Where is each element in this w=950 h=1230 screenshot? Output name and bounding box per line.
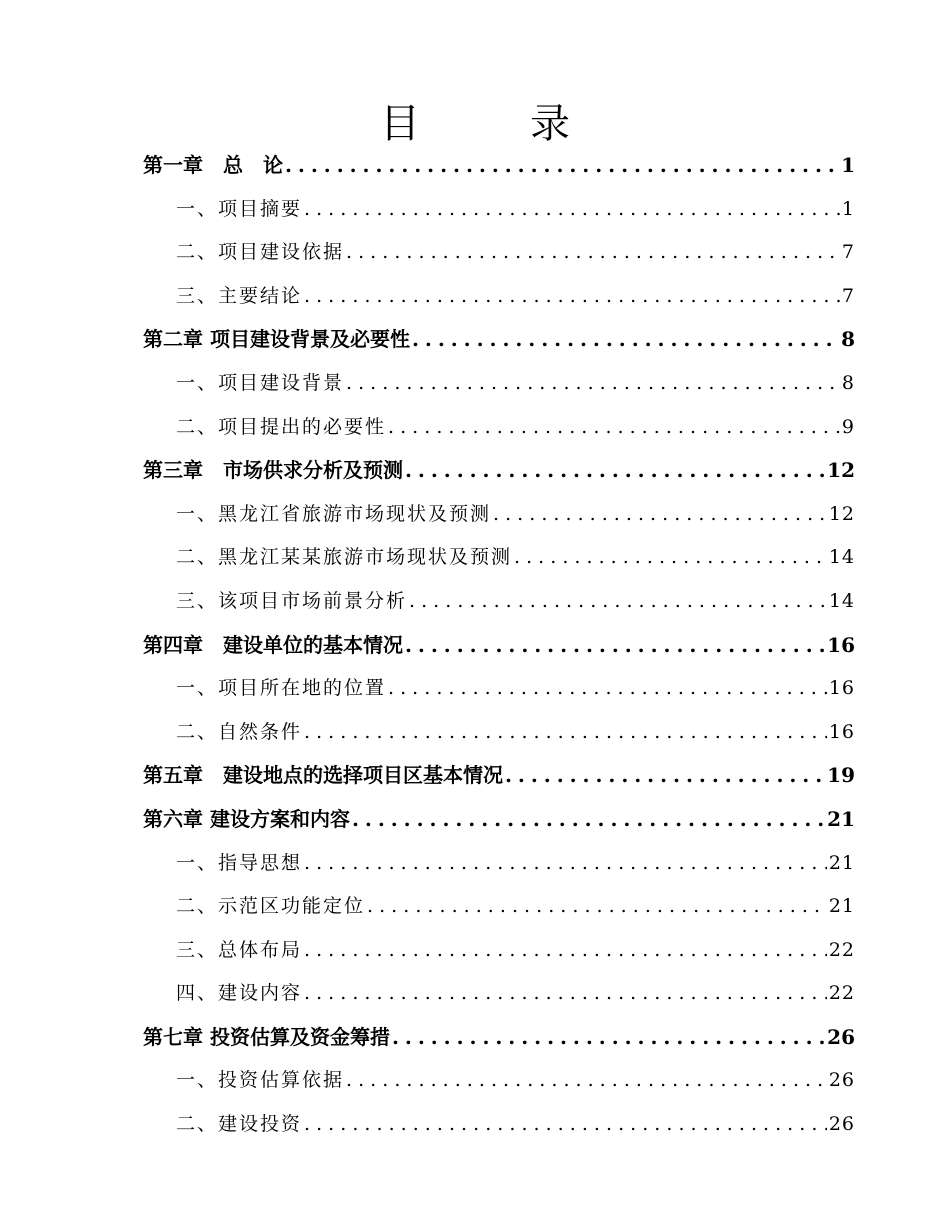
toc-chapter-entry[interactable] xyxy=(143,1016,855,1060)
title-char-1: 目 xyxy=(380,101,420,147)
dot-leader xyxy=(304,721,827,744)
toc-section-entry[interactable] xyxy=(143,1103,855,1147)
toc-section-entry[interactable] xyxy=(143,929,855,973)
toc-page-number: 8 xyxy=(841,327,855,352)
dot-leader xyxy=(367,895,827,918)
toc-entry-title: 第四章 建设单位的基本情况 xyxy=(143,632,403,657)
dot-leader xyxy=(388,416,840,439)
dot-leader xyxy=(409,590,827,613)
toc-entry-title: 三、主要结论 xyxy=(176,284,303,307)
toc-page-number: 21 xyxy=(828,851,855,874)
toc-chapter-entry[interactable] xyxy=(143,754,855,798)
toc-page-number: 9 xyxy=(841,415,855,438)
toc-chapter-entry[interactable] xyxy=(143,449,855,493)
dot-leader xyxy=(304,1113,827,1136)
toc-entry-title: 第七章 投资估算及资金筹措 xyxy=(143,1024,390,1049)
toc-page-number: 16 xyxy=(828,677,855,700)
toc-section-entry[interactable] xyxy=(143,275,855,319)
toc-page-number: 1 xyxy=(841,153,855,177)
toc-page-number: 14 xyxy=(828,546,855,569)
toc-page-number: 26 xyxy=(828,1113,855,1136)
toc-section-entry[interactable] xyxy=(143,842,855,886)
toc-page-number: 21 xyxy=(827,806,855,831)
toc-chapter-entry[interactable] xyxy=(143,798,855,842)
toc-entry-title: 二、建设投资 xyxy=(176,1113,303,1136)
dot-leader xyxy=(346,241,840,264)
toc-entry-title: 第二章 项目建设背景及必要性 xyxy=(143,327,410,352)
toc-entry-title: 四、建设内容 xyxy=(176,982,303,1005)
dot-leader xyxy=(304,285,840,308)
toc-entry-title: 二、示范区功能定位 xyxy=(176,895,366,918)
toc-entry-title: 第五章 建设地点的选择项目区基本情况 xyxy=(143,763,503,788)
dot-leader xyxy=(304,939,827,962)
dot-leader xyxy=(388,677,827,700)
dot-leader xyxy=(412,327,839,351)
toc-page-number: 7 xyxy=(841,284,855,307)
toc-entry-title: 一、黑龙江省旅游市场现状及预测 xyxy=(176,502,492,525)
page-title xyxy=(0,92,950,149)
dot-leader xyxy=(285,153,839,177)
dot-leader xyxy=(514,546,827,569)
toc-page-number: 1 xyxy=(841,197,855,220)
toc-page-number: 12 xyxy=(827,458,855,483)
toc-page-number: 14 xyxy=(828,589,855,612)
toc-entry-title: 二、自然条件 xyxy=(176,720,303,743)
toc-entry-title: 三、该项目市场前景分析 xyxy=(176,589,408,612)
toc-page-number: 16 xyxy=(828,720,855,743)
dot-leader xyxy=(405,633,825,657)
dot-leader xyxy=(505,763,825,787)
dot-leader xyxy=(346,372,840,395)
dot-leader xyxy=(493,503,827,526)
toc-entry-title: 二、项目建设依据 xyxy=(176,241,345,264)
toc-entry-title: 第三章 市场供求分析及预测 xyxy=(143,458,403,483)
toc-section-entry[interactable] xyxy=(143,362,855,406)
table-of-contents xyxy=(143,144,855,1147)
toc-entry-title: 第一章 总 论 xyxy=(143,153,283,177)
toc-entry-title: 二、项目提出的必要性 xyxy=(176,415,387,438)
dot-leader xyxy=(346,1069,827,1092)
toc-entry-title: 一、投资估算依据 xyxy=(176,1069,345,1092)
dot-leader xyxy=(304,198,840,221)
dot-leader xyxy=(405,458,825,482)
toc-section-entry[interactable] xyxy=(143,667,855,711)
toc-chapter-entry[interactable] xyxy=(143,318,855,362)
toc-entry-title: 二、黑龙江某某旅游市场现状及预测 xyxy=(176,546,513,569)
toc-page-number: 16 xyxy=(827,632,855,657)
toc-entry-title: 一、项目所在地的位置 xyxy=(176,677,387,700)
toc-section-entry[interactable] xyxy=(143,1059,855,1103)
toc-page-number: 26 xyxy=(827,1024,855,1049)
toc-page-number: 7 xyxy=(841,241,855,264)
toc-section-entry[interactable] xyxy=(143,972,855,1016)
toc-page-number: 19 xyxy=(827,763,855,788)
toc-entry-title: 一、项目建设背景 xyxy=(176,371,345,394)
toc-entry-title: 第六章 建设方案和内容 xyxy=(143,806,350,831)
toc-section-entry[interactable] xyxy=(143,885,855,929)
toc-page-number: 22 xyxy=(828,982,855,1005)
toc-section-entry[interactable] xyxy=(143,406,855,450)
toc-entry-title: 三、总体布局 xyxy=(176,938,303,961)
toc-page-number: 12 xyxy=(828,502,855,525)
toc-chapter-entry[interactable] xyxy=(143,624,855,668)
dot-leader xyxy=(352,807,825,831)
toc-section-entry[interactable] xyxy=(143,188,855,232)
toc-page-number: 21 xyxy=(828,895,855,918)
toc-section-entry[interactable] xyxy=(143,231,855,275)
toc-page-number: 26 xyxy=(828,1069,855,1092)
dot-leader xyxy=(304,852,827,875)
toc-entry-title: 一、指导思想 xyxy=(176,851,303,874)
toc-section-entry[interactable] xyxy=(143,580,855,624)
toc-entry-title: 一、项目摘要 xyxy=(176,197,303,220)
toc-section-entry[interactable] xyxy=(143,536,855,580)
dot-leader xyxy=(392,1025,825,1049)
toc-chapter-entry[interactable] xyxy=(143,144,855,188)
toc-section-entry[interactable] xyxy=(143,711,855,755)
toc-section-entry[interactable] xyxy=(143,493,855,537)
title-char-2: 录 xyxy=(530,101,570,147)
dot-leader xyxy=(304,982,827,1005)
toc-page-number: 22 xyxy=(828,938,855,961)
toc-page-number: 8 xyxy=(841,371,855,394)
